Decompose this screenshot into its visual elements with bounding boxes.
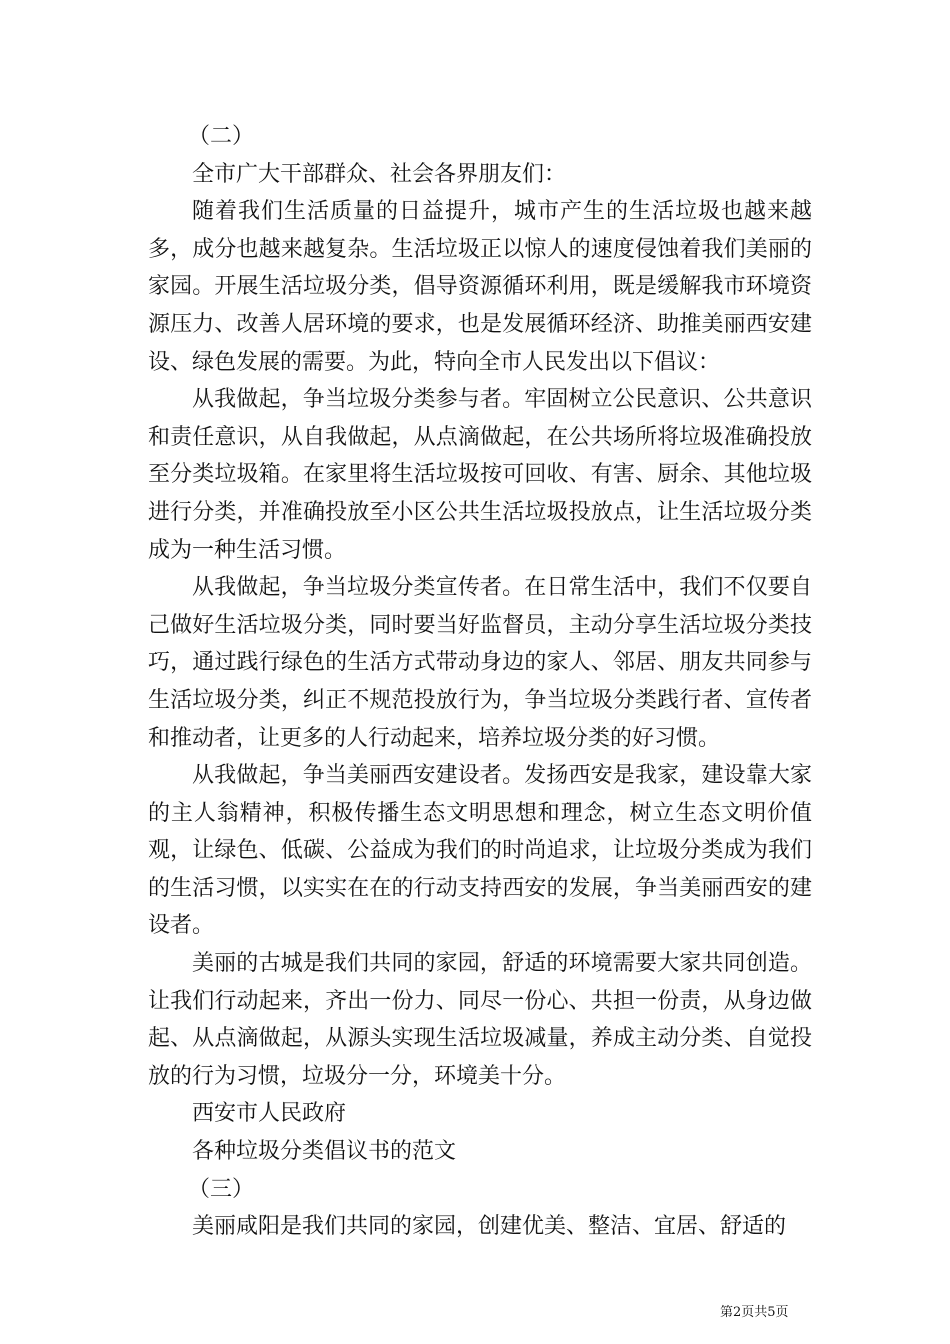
section-heading-3: （三）	[188, 1176, 255, 1202]
next-section-title: 各种垃圾分类倡议书的范文	[192, 1139, 457, 1165]
section-heading-2: （二）	[188, 124, 255, 149]
signature: 西安市人民政府	[192, 1101, 347, 1127]
paragraph-promoter: 从我做起，争当垃圾分类宣传者。在日常生活中，我们不仅要自己做好生活垃圾分类，同时要当好监督员，主动分享生活垃圾分类技巧，通过践行绿色的生活方式带动身边的家人、邻居、朋友共同参与生活垃圾分类，纠正不规范投放行为，争当垃圾分类践行者、宣传者和推动者，让更多的人行动起来，培养垃圾分类的好习惯。	[148, 575, 812, 751]
document-body	[148, 118, 812, 1246]
paragraph-builder: 从我做起，争当美丽西安建设者。发扬西安是我家，建设靠大家的主人翁精神，积极传播生态文明思想和理念，树立生态文明价值观，让绿色、低碳、公益成为我们的时尚追求，让垃圾分类成为我们的生活习惯，以实实在在的行动支持西安的发展，争当美丽西安的建设者。	[148, 763, 812, 939]
page-indicator: 第2页共5页	[720, 1305, 789, 1320]
paragraph-closing: 美丽的古城是我们共同的家园，舒适的环境需要大家共同创造。让我们行动起来，齐出一份力、同尽一份心、共担一份责，从身边做起、从点滴做起，从源头实现生活垃圾减量，养成主动分类、自觉投放的行为习惯，垃圾分一分，环境美十分。	[148, 951, 812, 1089]
section3-first-line: 美丽咸阳是我们共同的家园，创建优美、整洁、宜居、舒适的	[192, 1214, 787, 1240]
paragraph-participant: 从我做起，争当垃圾分类参与者。牢固树立公民意识、公共意识和责任意识，从自我做起，从点滴做起，在公共场所将垃圾准确投放至分类垃圾箱。在家里将生活垃圾按可回收、有害、厨余、其他垃圾进行分类，并准确投放至小区公共生活垃圾投放点，让生活垃圾分类成为一种生活习惯。	[148, 387, 812, 563]
paragraph-intro: 随着我们生活质量的日益提升，城市产生的生活垃圾也越来越多，成分也越来越复杂。生活垃圾正以惊人的速度侵蚀着我们美丽的家园。开展生活垃圾分类，倡导资源循环利用，既是缓解我市环境资源压力、改善人居环境的要求，也是发展循环经济、助推美丽西安建设、绿色发展的需要。为此，特向全市人民发出以下倡议：	[148, 199, 812, 375]
salutation: 全市广大干部群众、社会各界朋友们：	[192, 161, 567, 187]
